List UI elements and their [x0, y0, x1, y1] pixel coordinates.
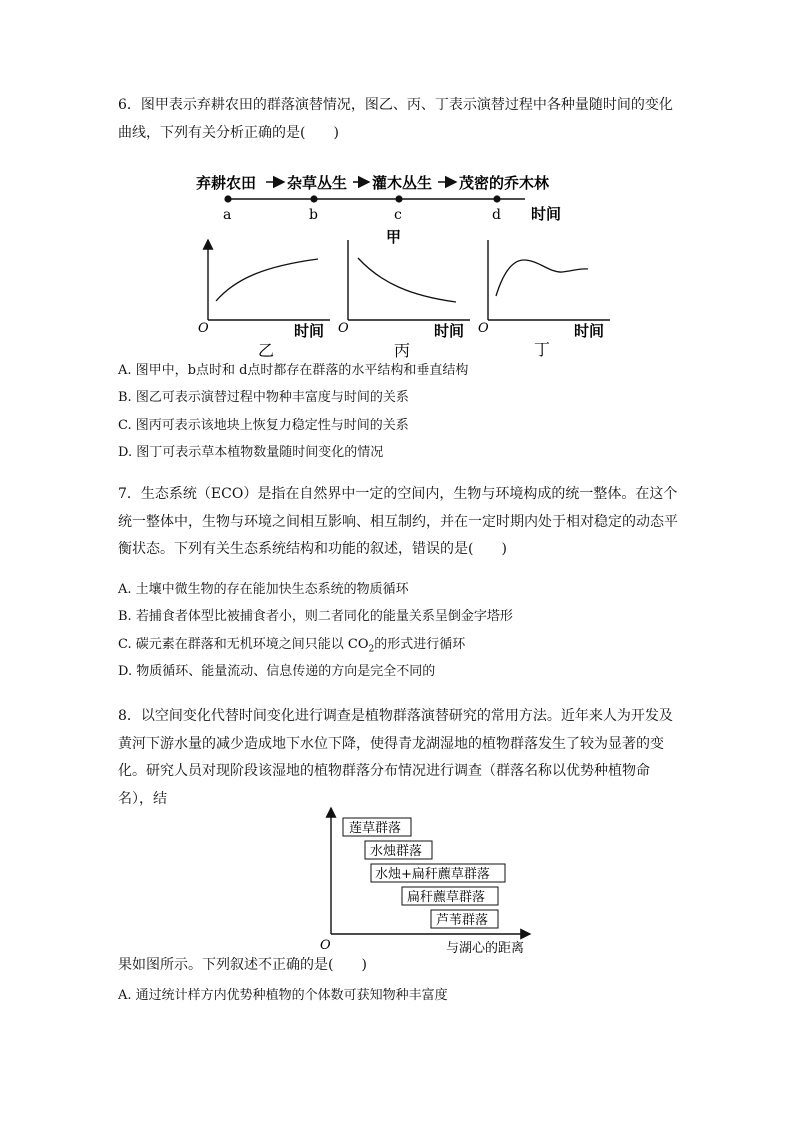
community-label: 水烛群落 [370, 844, 423, 859]
q6-option-b: B. 图乙可表示演替过程中物种丰富度与时间的关系 [118, 390, 409, 405]
stage-label: 杂草丛生 [287, 174, 348, 192]
graph-caption: 丁 [534, 340, 551, 359]
co2-subscript: 2 [368, 644, 375, 655]
q7-option-c-text-end: 的形式进行循环 [374, 637, 466, 652]
origin-label: O [198, 321, 209, 336]
q8-stem: 8．以空间变化代替时间变化进行调查是植物群落演替研究的常用方法。近年来人为开发及黄河下游水量的减少造成地下水位下降，使得青龙湖湿地的植物群落发生了较为显著的变化。研究人员对现阶段该湿地的植物群落分布情况进行调查（群落名称以优势种植物命名），结 [118, 708, 673, 807]
q7-option-c [118, 636, 465, 659]
graph-caption: 丙 [394, 341, 411, 360]
community-label: 芦苇群落 [436, 913, 489, 928]
time-point-d [493, 195, 500, 202]
stage-label: 弃耕农田 [196, 174, 257, 192]
graph-bing [336, 238, 476, 360]
graph-ding [476, 238, 616, 360]
x-axis-label: 时间 [434, 322, 465, 340]
community-label: 莲草群落 [349, 821, 402, 836]
curve-decreasing [358, 258, 456, 302]
origin-label: O [338, 321, 349, 336]
community-label: 水烛+扁秆藨草群落 [375, 867, 490, 882]
point-label: a [223, 207, 232, 223]
succession-diagram-jia [190, 168, 590, 248]
curve-increasing [216, 259, 318, 301]
curve-rise-fall-rise [496, 260, 588, 296]
time-point-a [224, 195, 231, 202]
q7-option-b: B. 若捕食者体型比被捕食者小，则二者同化的能量关系呈倒金字塔形 [118, 609, 513, 624]
stage-label: 灌木丛生 [372, 174, 433, 192]
q6-option-c: C. 图丙可表示该地块上恢复力稳定性与时间的关系 [118, 418, 409, 433]
q7-option-c-text: C. 碳元素在群落和无机环境之间只能以 CO [118, 637, 369, 652]
q7-option-a: A. 土壤中微生物的存在能加快生态系统的物质循环 [118, 582, 409, 597]
diagram-caption: 甲 [386, 228, 402, 246]
time-label: 时间 [531, 205, 562, 223]
graph-caption: 乙 [258, 341, 275, 360]
q6-option-a: A. 图甲中，b点时和 d点时都存在群落的水平结构和垂直结构 [118, 363, 469, 378]
q7-option-d: D. 物质循环、能量流动、信息传递的方向是完全不同的 [118, 664, 436, 679]
point-label: d [492, 207, 501, 223]
x-axis-label: 时间 [574, 322, 605, 340]
q8-stem-end: 果如图所示。下列叙述不正确的是( ) [118, 957, 367, 973]
point-label: b [309, 207, 318, 223]
time-point-b [310, 195, 317, 202]
community-label: 扁秆藨草群落 [407, 890, 486, 905]
origin-label: O [478, 321, 489, 336]
q6-stem: 6．图甲表示弃耕农田的群落演替情况，图乙、丙、丁表示演替过程中各种量随时间的变化曲线，下列有关分析正确的是( ) [118, 97, 673, 141]
x-axis-label: 与湖心的距离 [446, 941, 525, 956]
q6-option-d: D. 图丁可表示草本植物数量随时间变化的情况 [118, 445, 384, 460]
q8-option-a: A. 通过统计样方内优势种植物的个体数可获知物种丰富度 [118, 988, 448, 1003]
graph-yi [196, 238, 336, 360]
community-distribution-chart [316, 804, 546, 958]
q7-stem: 7．生态系统（ECO）是指在自然界中一定的空间内，生物与环境构成的统一整体。在这个统一整体中，生物与环境之间相互影响、相互制约，并在一定时期内处于相对稳定的动态平衡状态。下列有关生态系统结构和功能的叙述，错误的是( ) [118, 486, 678, 557]
x-axis-label: 时间 [294, 322, 325, 340]
point-label: c [394, 207, 402, 223]
origin-label: O [320, 938, 331, 953]
stage-label: 茂密的乔木林 [459, 174, 550, 192]
time-point-c [395, 195, 402, 202]
